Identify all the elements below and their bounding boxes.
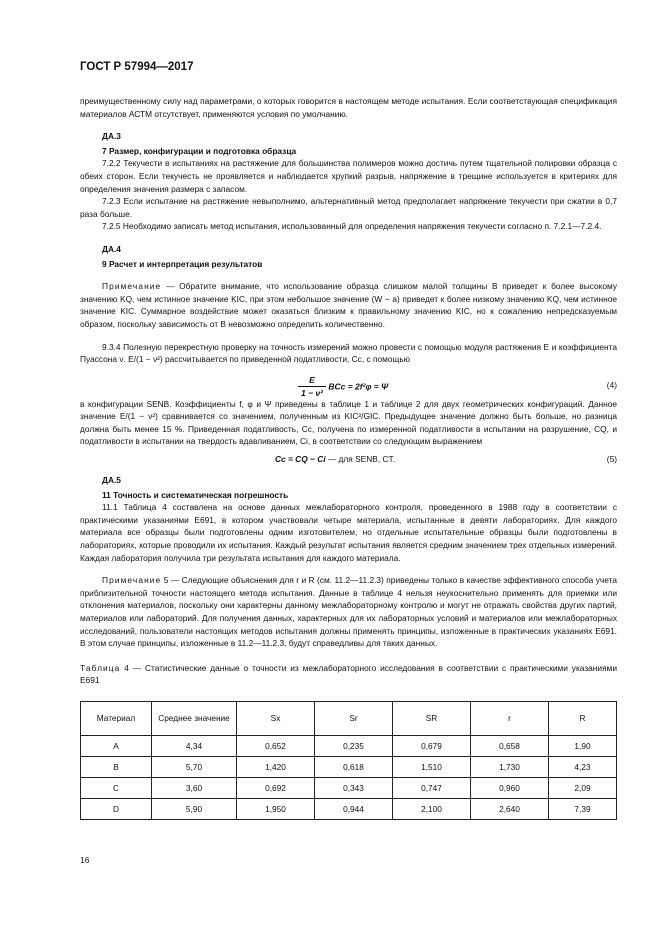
section-heading-9: 9 Расчет и интерпретация результатов xyxy=(102,258,263,269)
formula-4-expression xyxy=(298,374,388,400)
paragraph-11-1: 11.1 Таблица 4 составлена на основе данных межлабораторного контроля, проведенного в 1988 году в соответствии с практическими указаниями E691, в котором участвовали четыре материала, испытанные в девяти лабораториях. Для каждого материала все образцы были подготовлены одним изготовителем, но отдельные испытательные образцы были подготовлены в лабораториях, которые проводили их испытания. Каждый результат испытания является средним значением трех отдельных измерений. Каждая лаборатория получила три результата испытания для каждого материала. xyxy=(80,502,617,563)
col-header-R: R xyxy=(549,701,617,735)
table-cell: 1,510 xyxy=(393,756,471,777)
col-header-sx: Sx xyxy=(237,701,315,735)
section-label-da5: ДА.5 xyxy=(102,475,121,486)
table-cell: 0,618 xyxy=(315,756,393,777)
paragraph-9-3-4: 9.3.4 Полезную перекрестную проверку на точность измерений можно провести с помощью модуля растяжения E и коэффициента Пуассона ν. E/(1 − ν²) рассчитывается по приведенной податливости, Cc, с помощью xyxy=(80,341,617,365)
table-cell: 2,100 xyxy=(393,798,471,819)
table-row xyxy=(81,756,617,777)
table-cell: 0,944 xyxy=(315,798,393,819)
note-text: — Обратите внимание, что использование образца слишком малой толщины B приведет к более высокому значению KQ, чем истинное значение KIC, при этом небольшое значение (W − a) приведет к более низкому значению KQ, чем истинное значение KIC. Суммарное воздействие может оказаться близким к правильному значению KIC, но к сожалению непредсказуемым образом, поскольку зависимость от B невозможно определить количественно. xyxy=(80,281,617,329)
formula-5-expression xyxy=(275,453,395,466)
formula-4 xyxy=(80,372,617,398)
section-heading-11: 11 Точность и систематическая погрешность xyxy=(102,489,289,500)
section-heading-7: 7 Размер, конфигурации и подготовка образца xyxy=(102,145,297,156)
document-header-title: ГОСТ Р 57994—2017 xyxy=(80,61,194,73)
table-cell: 0,658 xyxy=(471,735,549,756)
table-cell: C xyxy=(81,777,152,798)
table-cell: 7,39 xyxy=(549,798,617,819)
table-cell: 0,343 xyxy=(315,777,393,798)
formula-4-numerator: E xyxy=(298,374,326,388)
table-cell: B xyxy=(81,756,152,777)
table-cell: 1,90 xyxy=(549,735,617,756)
paragraph-7-2-3: 7.2.3 Если испытание на растяжение невыполнимо, альтернативный метод предполагает напряжение текучести при сжатии в 0,7 раза больше. xyxy=(80,196,617,219)
paragraph-configuration: в конфигурации SENB. Коэффициенты f, φ и Ψ приведены в таблице 1 и таблице 2 для двух геометрических конфигураций. Данное значение E/(1 − ν²) сравнивается со значением, полученным из KIC²/GIC. Предыдущее значение должно быть больше, но разница должна быть менее 15 %. Приведенная податливость, Cc, получена по измеренной податливости в испытании на разрушение, CQ, и податливости в испытании на твердость вдавливанием, Ci, в соответствии со следующим выражением xyxy=(80,398,617,447)
table-cell: 4,23 xyxy=(549,756,617,777)
table-cell: 0,747 xyxy=(393,777,471,798)
table-row xyxy=(81,777,617,798)
note-label: Примечание xyxy=(102,281,162,292)
table-cell: 0,692 xyxy=(237,777,315,798)
formula-4-denominator: 1 − ν² xyxy=(301,388,323,399)
table-cell: 3,60 xyxy=(152,777,237,798)
table-cell: 0,960 xyxy=(471,777,549,798)
table-cell: 1,420 xyxy=(237,756,315,777)
note-paragraph xyxy=(80,280,617,330)
table-cell: 4,34 xyxy=(152,735,237,756)
formula-5-equation: Cc = CQ − Ci xyxy=(275,454,326,465)
note-5-label: Примечание xyxy=(102,575,162,586)
note-5-text: 5 — Следующие объяснения для r и R (см. 11.2—11.2.3) приведены только в качестве эффективного способа учета приблизительной точности настоящего метода испытания. Данные в таблице 4 нельзя неукоснительно применять для приемки или отклонения материалов, поскольку они характерны данному межлабораторному контролю и могут не отражать свойства других партий, материалов или лабораторий. Для получения данных, характерных для их лабораторных условий и материалов или межлабораторных исследований, пользователи настоящих методов испытания должны применять принципы, изложенные в практических указаниях E691. В этом случае принципы, изложенные в 11.2—11.2.3, будут справедливы для таких данных. xyxy=(80,575,617,649)
note-5-paragraph xyxy=(80,574,617,650)
intro-paragraph: преимущественному силу над параметрами, о которых говорится в настоящем методе испытания. Если соответствующая спецификация материалов АСТМ отсутствует, применяются условия по умолчанию. xyxy=(80,96,617,119)
table-cell: 1,950 xyxy=(237,798,315,819)
table-cell: 1,730 xyxy=(471,756,549,777)
table-cell: 0,679 xyxy=(393,735,471,756)
section-label-da3: ДА.3 xyxy=(102,131,121,142)
table-row xyxy=(81,735,617,756)
col-header-sr: Sr xyxy=(315,701,393,735)
table-cell: 0,235 xyxy=(315,735,393,756)
equation-number-4: (4) xyxy=(606,379,617,390)
document-body xyxy=(80,95,617,820)
table-row xyxy=(81,798,617,819)
precision-table xyxy=(80,701,617,820)
col-header-sR: SR xyxy=(393,701,471,735)
table-cell: A xyxy=(81,735,152,756)
table-cell: 2,640 xyxy=(471,798,549,819)
table-caption-label: Таблица xyxy=(80,662,121,673)
page-number: 16 xyxy=(80,855,90,865)
formula-4-rest: BCc = 2f²φ = Ψ xyxy=(328,381,389,392)
col-header-material: Материал xyxy=(81,701,152,735)
formula-5 xyxy=(80,452,617,468)
section-label-da4: ДА.4 xyxy=(102,243,121,254)
col-header-r: r xyxy=(471,701,549,735)
paragraph-7-2-5: 7.2.5 Необходимо записать метод испытания, использованный для определения напряжения текучести согласно п. 7.2.1—7.2.4. xyxy=(102,221,602,232)
table-caption xyxy=(80,662,617,687)
paragraph-7-2-2: 7.2.2 Текучести в испытаниях на растяжение для большинства полимеров можно достичь путем тщательной полировки образца с обеих сторон. Если текучесть не проявляется и наблюдается хрупкий разрыв, напряжение в трещине используется в критериях для определения значения размера с запасом. xyxy=(80,158,617,194)
equation-number-5: (5) xyxy=(606,454,617,465)
formula-4-fraction xyxy=(298,374,326,400)
table-cell: D xyxy=(81,798,152,819)
table-cell: 5,90 xyxy=(152,798,237,819)
formula-5-suffix: — для SENB, CT. xyxy=(327,454,395,465)
table-cell: 0,652 xyxy=(237,735,315,756)
table-caption-text: 4 — Статистические данные о точности из межлабораторного исследования в соответствии с практическими указаниями E691 xyxy=(80,662,617,686)
table-cell: 2,09 xyxy=(549,777,617,798)
col-header-mean: Среднее значение xyxy=(152,701,237,735)
table-header-row xyxy=(81,701,617,735)
table-cell: 5,70 xyxy=(152,756,237,777)
